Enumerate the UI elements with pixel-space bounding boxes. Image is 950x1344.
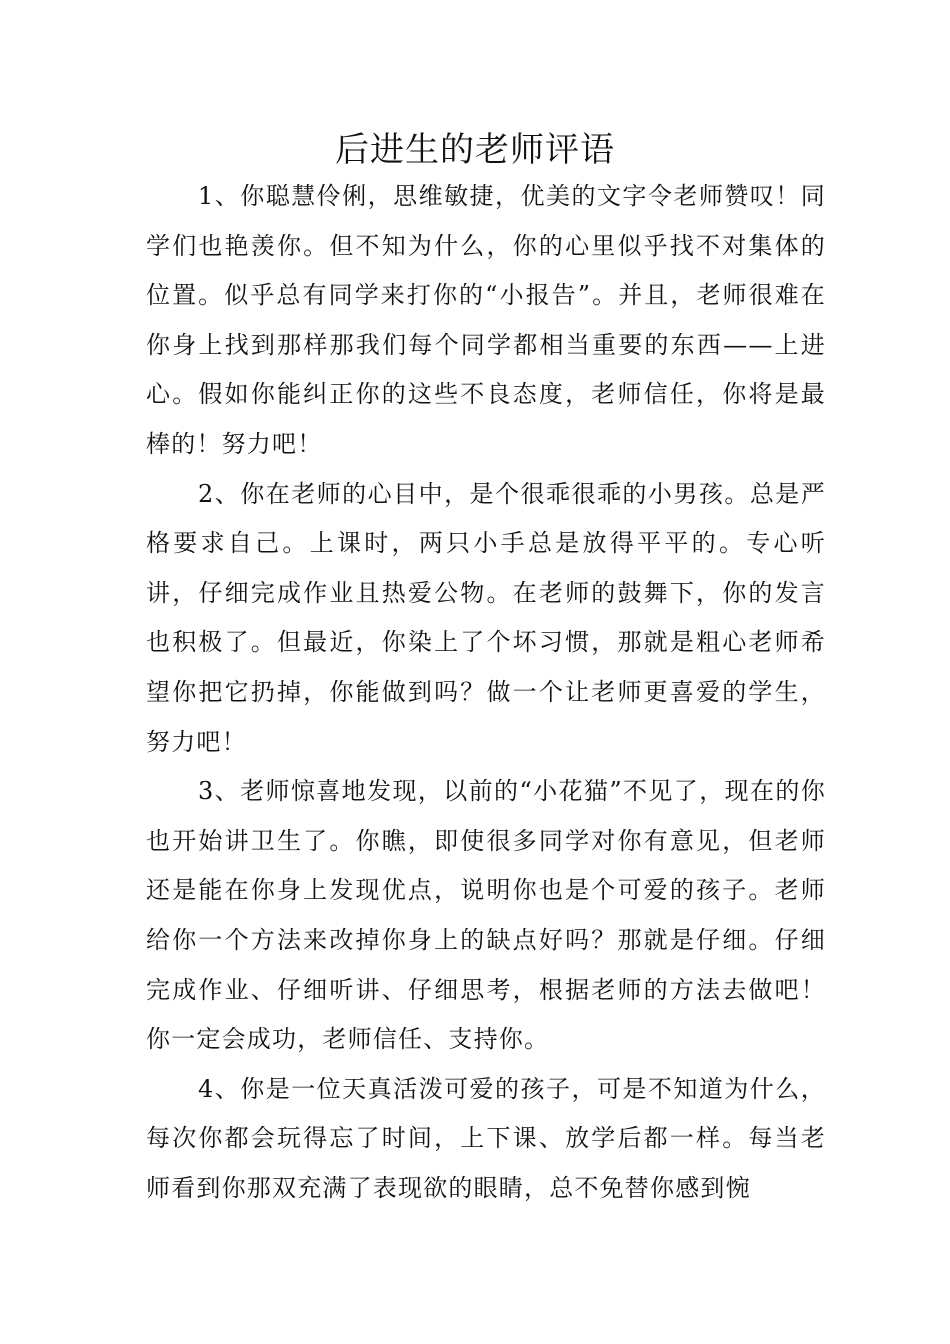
- comment-paragraph-1: 1、你聪慧伶俐，思维敏捷，优美的文字令老师赞叹！同学们也艳羡你。但不知为什么，你的心里似乎找不对集体的位置。似乎总有同学来打你的“小报告”。并且，老师很难在你身上找到那样那我们每个同学都相当重要的东西——上进心。假如你能纠正你的这些不良态度，老师信任，你将是最棒的！努力吧！: [146, 182, 826, 458]
- document-body: [146, 172, 826, 1213]
- comment-paragraph-2: 2、你在老师的心目中，是个很乖很乖的小男孩。总是严格要求自己。上课时，两只小手总是放得平平的。专心听讲，仔细完成作业且热爱公物。在老师的鼓舞下，你的发言也积极了。但最近，你染上了个坏习惯，那就是粗心老师希望你把它扔掉，你能做到吗？做一个让老师更喜爱的学生，努力吧！: [146, 479, 826, 756]
- document-title: 后进生的老师评语: [335, 130, 615, 170]
- comment-paragraph-3: 3、老师惊喜地发现，以前的“小花猫”不见了，现在的你也开始讲卫生了。你瞧，即使很多同学对你有意见，但老师还是能在你身上发现优点，说明你也是个可爱的孩子。老师给你一个方法来改掉你身上的缺点好吗？那就是仔细。仔细完成作业、仔细听讲、仔细思考，根据老师的方法去做吧！你一定会成功，老师信任、支持你。: [146, 777, 826, 1054]
- comment-paragraph-4: 4、你是一位天真活泼可爱的孩子，可是不知道为什么，每次你都会玩得忘了时间，上下课、放学后都一样。每当老师看到你那双充满了表现欲的眼睛，总不免替你感到惋: [146, 1074, 826, 1202]
